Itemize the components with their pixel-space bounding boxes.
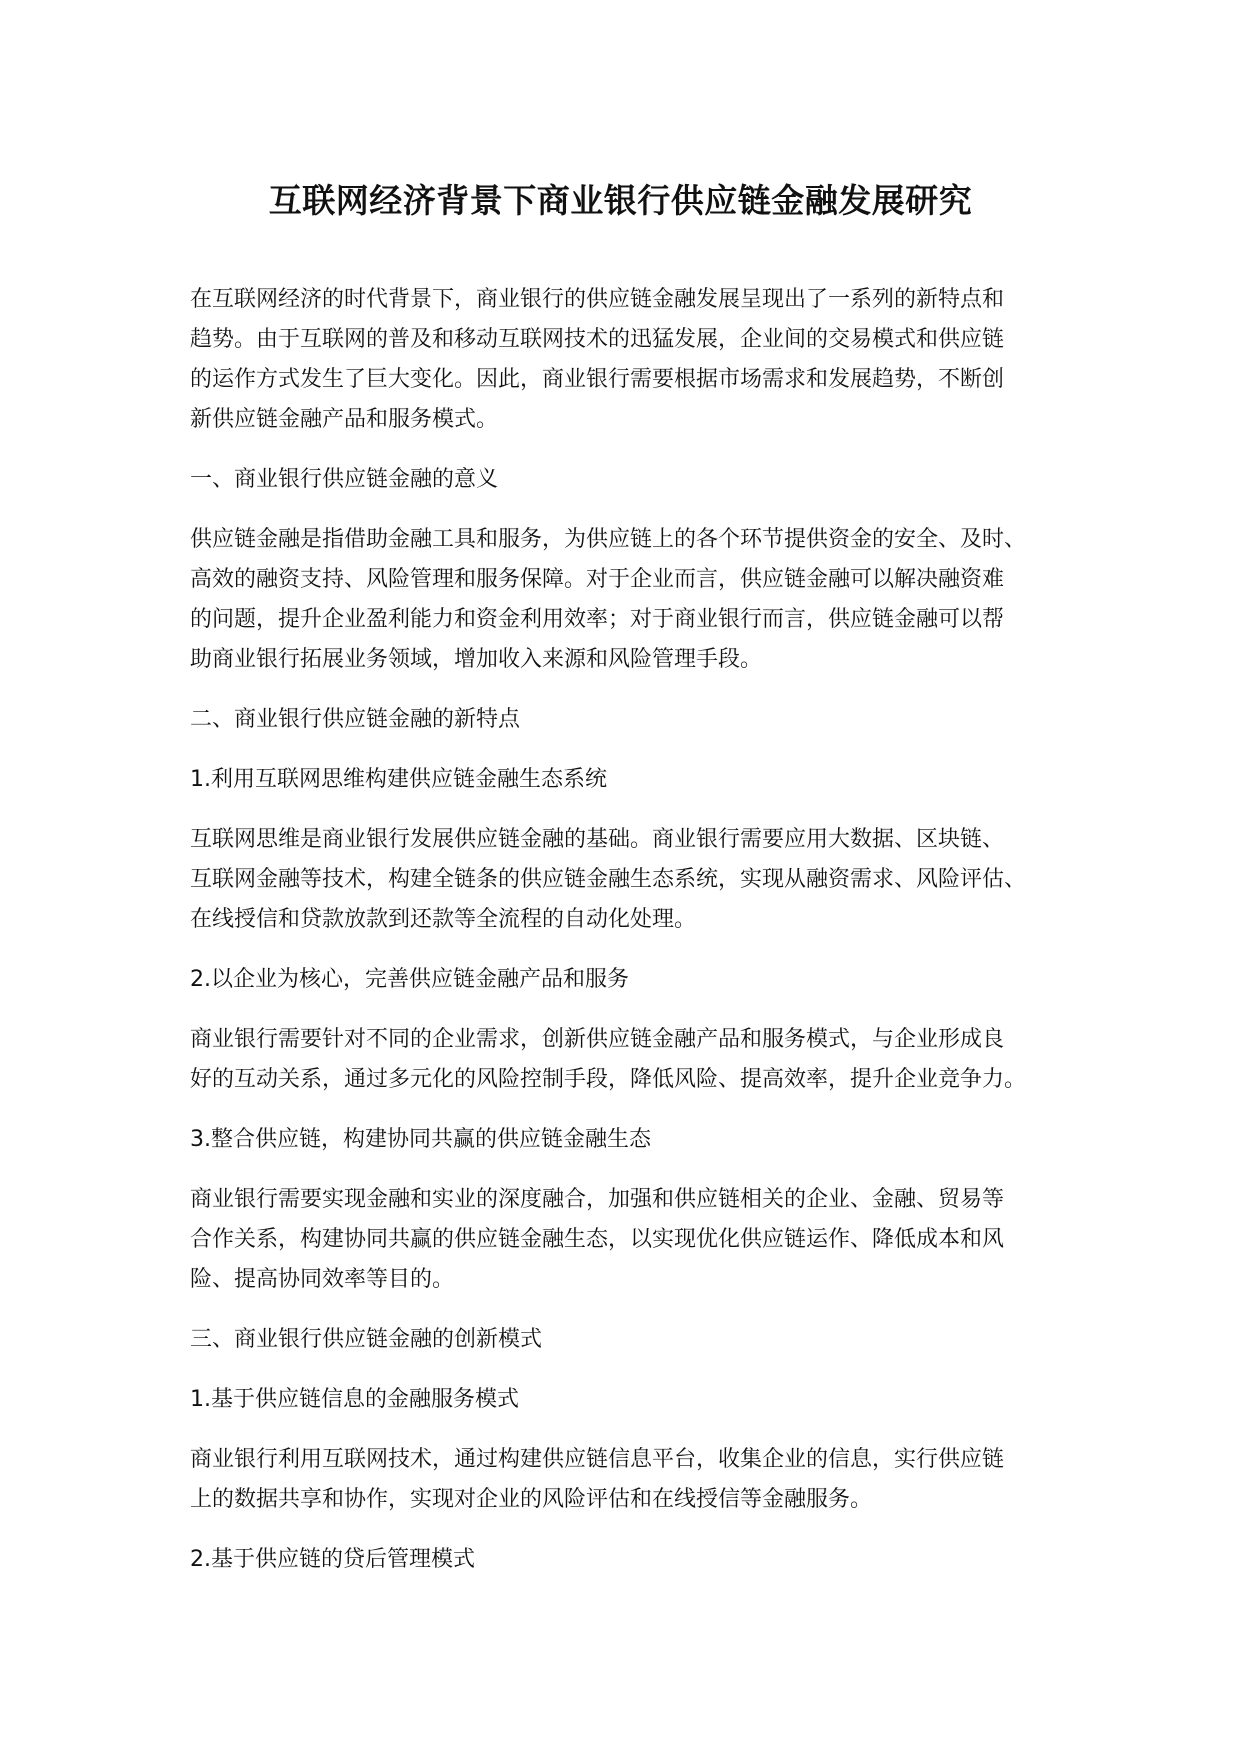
section-heading-1: 一、商业银行供应链金融的意义 [190,467,499,492]
paragraph-line: 的运作方式发生了巨大变化。因此，商业银行需要根据市场需求和发展趋势，不断创 [190,367,1005,392]
paragraph-line: 商业银行需要实现金融和实业的深度融合，加强和供应链相关的企业、金融、贸易等 [190,1187,1005,1212]
section-heading-3: 三、商业银行供应链金融的创新模式 [190,1327,543,1352]
paragraph-line: 合作关系，构建协同共赢的供应链金融生态，以实现优化供应链运作、降低成本和风 [190,1227,1005,1252]
section-heading-2: 二、商业银行供应链金融的新特点 [190,707,521,732]
paragraph-line: 的问题，提升企业盈利能力和资金利用效率；对于商业银行而言，供应链金融可以帮 [190,607,1005,632]
subsection-heading-2-3: 3.整合供应链，构建协同共赢的供应链金融生态 [190,1127,651,1152]
subsection-heading-3-2: 2.基于供应链的贷后管理模式 [190,1547,475,1572]
paragraph-line: 在互联网经济的时代背景下，商业银行的供应链金融发展呈现出了一系列的新特点和 [190,287,1005,312]
info-service-paragraph [190,1440,1070,1520]
paragraph-line: 高效的融资支持、风险管理和服务保障。对于企业而言，供应链金融可以解决融资难 [190,567,1005,592]
document-title: 互联网经济背景下商业银行供应链金融发展研究 [268,181,973,220]
paragraph-line: 好的互动关系，通过多元化的风险控制手段，降低风险、提高效率，提升企业竞争力。 [190,1067,1027,1092]
paragraph-line: 供应链金融是指借助金融工具和服务，为供应链上的各个环节提供资金的安全、及时、 [190,527,1027,552]
paragraph-line: 险、提高协同效率等目的。 [190,1267,455,1292]
integration-paragraph [190,1180,1070,1300]
paragraph-line: 商业银行需要针对不同的企业需求，创新供应链金融产品和服务模式，与企业形成良 [190,1027,1005,1052]
significance-paragraph [190,520,1070,680]
paragraph-line: 在线授信和贷款放款到还款等全流程的自动化处理。 [190,907,697,932]
paragraph-line: 互联网思维是商业银行发展供应链金融的基础。商业银行需要应用大数据、区块链、 [190,827,1005,852]
paragraph-line: 趋势。由于互联网的普及和移动互联网技术的迅猛发展，企业间的交易模式和供应链 [190,327,1005,352]
subsection-heading-2-2: 2.以企业为核心，完善供应链金融产品和服务 [190,967,629,992]
paragraph-line: 上的数据共享和协作，实现对企业的风险评估和在线授信等金融服务。 [190,1487,873,1512]
paragraph-line: 互联网金融等技术，构建全链条的供应链金融生态系统，实现从融资需求、风险评估、 [190,867,1027,892]
enterprise-core-paragraph [190,1020,1070,1100]
paragraph-line: 助商业银行拓展业务领域，增加收入来源和风险管理手段。 [190,647,763,672]
paragraph-line: 商业银行利用互联网技术，通过构建供应链信息平台，收集企业的信息，实行供应链 [190,1447,1005,1472]
internet-thinking-paragraph [190,820,1070,940]
intro-paragraph [190,280,1070,440]
subsection-heading-3-1: 1.基于供应链信息的金融服务模式 [190,1387,519,1412]
document-body [190,280,1070,1580]
subsection-heading-2-1: 1.利用互联网思维构建供应链金融生态系统 [190,767,607,792]
paragraph-line: 新供应链金融产品和服务模式。 [190,407,499,432]
